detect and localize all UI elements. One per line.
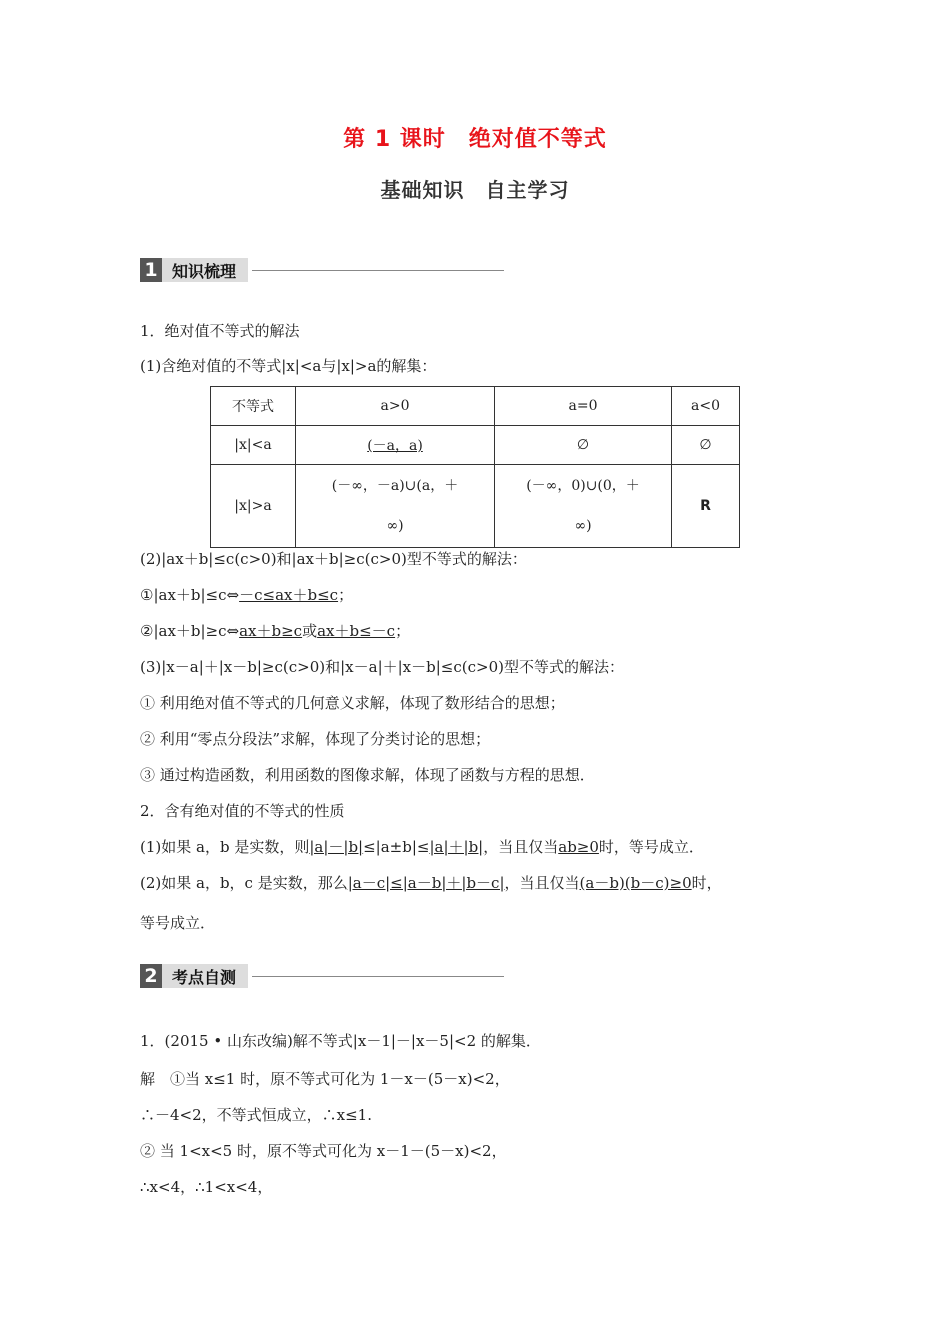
text-method-2: ② 利用“零点分段法”求解，体现了分类讨论的思想； <box>140 730 491 748</box>
underlined-answer: ax＋b≥c <box>239 622 303 640</box>
solution-step: ② 当 1<x<5 时，原不等式可化为 x－1－(5－x)<2， <box>140 1142 507 1160</box>
table-header-cell: a=0 <box>495 387 672 426</box>
text-span: (1)如果 a，b 是实数，则 <box>140 838 310 856</box>
underlined-answer: |a|＋|b| <box>429 838 484 856</box>
text-type-two-intro: (2)|ax＋b|≤c(c>0)和|ax＋b|≥c(c>0)型不等式的解法： <box>140 550 527 568</box>
text-span: ，当且仅当 <box>483 838 559 856</box>
table-header-cell: a<0 <box>672 387 740 426</box>
section-number-badge: 2 <box>140 964 162 988</box>
underlined-answer: －c≤ax＋b≤c <box>239 586 339 604</box>
table-header-row <box>211 387 740 426</box>
text-span: 时，等号成立． <box>598 838 704 856</box>
text-span: ，当且仅当 <box>504 874 580 892</box>
text-rule-2 <box>140 620 410 641</box>
table-cell: |x|<a <box>211 426 296 465</box>
table-cell <box>296 426 495 465</box>
section-subtitle: 基础知识 自主学习 <box>380 178 570 202</box>
text-span: 时， <box>691 874 722 892</box>
underlined-answer: ab≥0 <box>558 838 599 856</box>
table-cell-line: ∞) <box>386 518 404 534</box>
solution-step: ∴x<4，∴1<x<4， <box>140 1178 273 1196</box>
table-cell-line: (－∞，－a)∪(a，＋ <box>331 478 459 494</box>
underlined-answer: (a－b)(b－c)≥0 <box>579 874 692 892</box>
section-header-self-test <box>140 964 504 988</box>
table-cell: R <box>672 465 740 548</box>
solution-step: 解 ①当 x≤1 时，原不等式可化为 1－x－(5－x)<2， <box>140 1070 510 1088</box>
section-header-knowledge <box>140 258 504 282</box>
text-method-3: ③ 通过构造函数，利用函数的图像求解，体现了函数与方程的思想． <box>140 766 595 784</box>
text-property-1 <box>140 836 704 857</box>
section-divider <box>252 976 504 977</box>
solution-set-table <box>210 386 740 548</box>
table-header-cell: 不等式 <box>211 387 296 426</box>
table-cell: |x|>a <box>211 465 296 548</box>
underlined-answer: ax＋b≤－c <box>317 622 396 640</box>
section-divider <box>252 270 504 271</box>
table-cell: ∅ <box>672 426 740 465</box>
text-rule-1 <box>140 584 353 605</box>
text-solution-set-intro: (1)含绝对值的不等式|x|<a与|x|>a的解集： <box>140 357 437 375</box>
text-span: ①|ax＋b|≤c⇔ <box>140 586 240 604</box>
table-header-cell: a>0 <box>296 387 495 426</box>
solution-step: ∴－4<2，不等式恒成立，∴x≤1. <box>140 1106 372 1124</box>
lesson-title: 第 1 课时 绝对值不等式 <box>343 127 607 152</box>
heading-solution-methods: 1．绝对值不等式的解法 <box>140 322 300 340</box>
underlined-answer: |a|－|b| <box>309 838 364 856</box>
text-span: ； <box>338 586 354 604</box>
text-property-2 <box>140 872 722 893</box>
text-span: ≤|a±b|≤ <box>363 838 430 856</box>
text-property-2-cont: 等号成立． <box>140 914 216 932</box>
heading-properties: 2．含有绝对值的不等式的性质 <box>140 802 345 820</box>
underlined-answer: |a－c|≤|a－b|＋|b－c| <box>347 874 505 892</box>
text-span: ②|ax＋b|≥c⇔ <box>140 622 240 640</box>
text-type-three-intro: (3)|x－a|＋|x－b|≥c(c>0)和|x－a|＋|x－b|≤c(c>0)型不等式的解法： <box>140 658 624 676</box>
exercise-problem: 1．(2015 • 山东改编)解不等式|x－1|－|x－5|<2 的解集． <box>140 1032 541 1050</box>
table-cell-line: ∞) <box>574 518 592 534</box>
section-number-badge: 1 <box>140 258 162 282</box>
table-cell <box>296 465 495 548</box>
table-cell-line: (－∞，0)∪(0，＋ <box>526 478 640 494</box>
table-cell: ∅ <box>495 426 672 465</box>
table-row <box>211 465 740 548</box>
underlined-answer: (－a，a) <box>367 438 423 454</box>
section-label: 考点自测 <box>162 964 248 988</box>
table-row <box>211 426 740 465</box>
table-cell <box>495 465 672 548</box>
text-span: (2)如果 a，b，c 是实数，那么 <box>140 874 348 892</box>
section-label: 知识梳理 <box>162 258 248 282</box>
text-method-1: ① 利用绝对值不等式的几何意义求解，体现了数形结合的思想； <box>140 694 565 712</box>
text-span: 或 <box>302 622 318 640</box>
text-span: ； <box>395 622 411 640</box>
